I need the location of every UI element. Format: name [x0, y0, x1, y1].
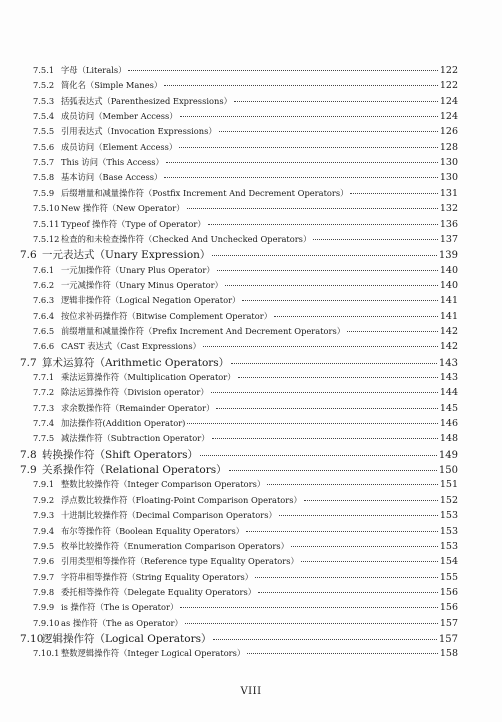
toc-entry-number: 7.9	[20, 464, 37, 477]
toc-entry-number: 7.7.2	[33, 387, 55, 398]
toc-dot-leader	[267, 484, 438, 485]
toc-entry-page: 126	[439, 126, 458, 138]
toc-dot-leader	[247, 653, 438, 654]
toc-entry-number: 7.5.1	[33, 65, 55, 75]
toc-entry-title: 浮点数比较操作符（Floating-Point Comparison Operators）	[61, 494, 302, 505]
toc-entry-number: 7.6.6	[33, 341, 55, 352]
toc-entry-page: 130	[439, 157, 458, 169]
toc-entry-title: is 操作符（The is Operator）	[61, 602, 179, 613]
toc-dot-leader	[234, 101, 438, 102]
toc-dot-leader	[208, 224, 438, 225]
toc-dot-leader	[211, 392, 438, 393]
toc-subsection-entry	[33, 281, 458, 291]
toc-entry-number: 7.5.2	[33, 80, 55, 91]
toc-entry-page: 155	[439, 571, 458, 583]
toc-entry-number: 7.6	[20, 249, 37, 262]
toc-subsection-entry	[33, 173, 458, 183]
toc-entry-title: 逻辑操作符（Logical Operators）	[42, 632, 212, 645]
toc-subsection-entry	[33, 542, 458, 552]
toc-dot-leader	[231, 363, 437, 364]
toc-entry-title: 算术运算符（Arithmetic Operators）	[42, 356, 230, 369]
toc-subsection-entry	[33, 127, 458, 137]
toc-entry-page: 144	[439, 387, 458, 399]
toc-entry-title: 除法运算操作符（Division operator）	[61, 387, 209, 398]
toc-entry-title: 减法操作符（Subtraction Operator）	[61, 433, 210, 444]
toc-subsection-entry	[33, 404, 458, 414]
toc-section-entry	[20, 465, 458, 476]
toc-subsection-entry	[33, 143, 458, 153]
toc-entry-title: 转换操作符（Shift Operators）	[42, 448, 199, 461]
toc-entry-number: 7.7	[20, 356, 37, 369]
toc-entry-title: 引用表达式（Invocation Expressions）	[61, 126, 217, 137]
toc-subsection-entry	[33, 327, 458, 337]
toc-dot-leader	[242, 300, 438, 301]
toc-dot-leader	[258, 592, 438, 593]
toc-entry-page: 153	[439, 540, 458, 552]
toc-entry-number: 7.5.10	[33, 203, 60, 214]
toc-entry-number: 7.7.1	[33, 372, 55, 382]
toc-subsection-entry	[33, 573, 458, 583]
toc-entry-title: 检查的和未检查操作符（Checked And Unchecked Operators）	[61, 233, 312, 244]
toc-entry-number: 7.5.7	[33, 157, 55, 168]
toc-entry-page: 122	[439, 65, 458, 76]
toc-dot-leader	[225, 285, 438, 286]
toc-entry-number: 7.9.4	[33, 525, 55, 536]
toc-entry-page: 146	[439, 418, 458, 430]
toc-entry-title: 布尔等操作符（Boolean Equality Operators）	[61, 525, 245, 536]
toc-dot-leader	[164, 177, 438, 178]
toc-subsection-entry	[33, 527, 458, 537]
toc-entry-page: 145	[439, 402, 458, 414]
toc-entry-page: 149	[438, 449, 458, 461]
toc-dot-leader	[274, 316, 438, 317]
toc-subsection-entry	[33, 204, 458, 214]
toc-subsection-entry	[33, 81, 458, 91]
toc-entry-number: 7.6.3	[33, 295, 55, 306]
toc-entry-title: 整数比较操作符（Integer Comparison Operators）	[61, 479, 266, 490]
toc-dot-leader	[229, 470, 437, 471]
toc-entry-page: 122	[439, 80, 458, 92]
toc-entry-title: 后缀增量和减量操作符（Postfix Increment And Decrement Operators）	[61, 187, 349, 198]
toc-dot-leader	[128, 70, 437, 71]
toc-dot-leader	[291, 546, 438, 547]
toc-subsection-entry	[33, 434, 458, 444]
toc-entry-page: 158	[439, 648, 458, 660]
toc-entry-page: 141	[439, 295, 458, 307]
toc-entry-number: 7.10.1	[33, 648, 60, 659]
toc-entry-page: 154	[439, 556, 458, 568]
toc-entry-title: 括弧表达式（Parenthesized Expressions）	[61, 95, 232, 106]
toc-entry-page: 143	[439, 372, 458, 383]
toc-entry-number: 7.6.1	[33, 264, 55, 275]
toc-entry-title: CAST 表达式（Cast Expressions）	[61, 341, 201, 352]
toc-entry-number: 7.5.11	[33, 218, 60, 229]
toc-entry-title: This 访问（This Access）	[61, 157, 164, 168]
toc-entry-page: 156	[439, 586, 458, 598]
toc-subsection-entry	[33, 588, 458, 598]
toc-dot-leader	[187, 208, 438, 209]
toc-entry-title: 整数逻辑操作符（Integer Logical Operators）	[61, 648, 246, 659]
toc-subsection-entry	[33, 220, 458, 230]
toc-dot-leader	[179, 147, 438, 148]
toc-entry-number: 7.8	[20, 448, 37, 461]
toc-entry-page: 140	[439, 264, 458, 276]
toc-entry-page: 139	[438, 250, 458, 262]
toc-entry-title: 按位求补码操作符（Bitwise Complement Operator）	[61, 310, 273, 321]
toc-entry-number: 7.9.2	[33, 494, 55, 505]
toc-subsection-entry	[33, 373, 458, 383]
toc-section-entry	[20, 358, 458, 369]
toc-entry-page: 156	[439, 602, 458, 614]
toc-entry-page: 152	[439, 494, 458, 506]
toc-entry-number: 7.9.5	[33, 540, 55, 551]
toc-entry-page: 142	[439, 325, 458, 337]
toc-entry-page: 157	[438, 633, 458, 645]
toc-entry-title: 简化名（Simple Manes）	[61, 80, 163, 91]
toc-entry-number: 7.9.1	[33, 479, 55, 490]
toc-section-entry	[20, 250, 458, 261]
toc-entry-title: 一元加操作符（Unary Plus Operator）	[61, 264, 215, 275]
toc-entry-number: 7.5.3	[33, 95, 55, 106]
toc-subsection-entry	[33, 158, 458, 168]
toc-dot-leader	[212, 438, 438, 439]
toc-entry-number: 7.6.5	[33, 325, 55, 336]
toc-entry-page: 132	[439, 203, 458, 215]
toc-entry-title: 字母（Literals）	[61, 65, 127, 75]
toc-entry-page: 142	[439, 341, 458, 353]
toc-entry-page: 148	[439, 433, 458, 445]
toc-dot-leader	[203, 346, 438, 347]
toc-subsection-entry	[33, 619, 458, 629]
toc-entry-title: 十进制比较操作符（Decimal Comparison Operators）	[61, 510, 277, 521]
toc-entry-number: 7.7.5	[33, 433, 55, 444]
toc-entry-page: 128	[439, 141, 458, 153]
toc-subsection-entry	[33, 266, 458, 276]
toc-entry-title: 前缀增量和减量操作符（Prefix Increment And Decrement Operators）	[61, 325, 346, 336]
toc-dot-leader	[185, 623, 438, 624]
toc-dot-leader	[279, 515, 438, 516]
toc-dot-leader	[166, 162, 438, 163]
toc-dot-leader	[216, 408, 437, 409]
toc-dot-leader	[164, 85, 438, 86]
toc-subsection-entry	[33, 97, 458, 107]
toc-entry-number: 7.9.3	[33, 510, 55, 521]
toc-entry-title: as 操作符（The as Operator）	[61, 617, 183, 628]
toc-entry-page: 150	[438, 465, 458, 477]
page-footer-number: VIII	[240, 686, 262, 697]
toc-subsection-entry	[33, 388, 458, 398]
toc-subsection-entry	[33, 66, 458, 76]
toc-entry-page: 153	[439, 510, 458, 522]
toc-entry-page: 153	[439, 525, 458, 537]
toc-subsection-entry	[33, 189, 458, 199]
toc-entry-number: 7.9.7	[33, 571, 55, 582]
toc-dot-leader	[212, 255, 436, 256]
toc-entry-page: 124	[439, 111, 458, 123]
toc-entry-page: 124	[439, 95, 458, 107]
toc-dot-leader	[304, 500, 438, 501]
toc-entry-number: 7.9.10	[33, 617, 60, 628]
toc-entry-title: 关系操作符（Relational Operators）	[42, 464, 227, 477]
toc-subsection-entry	[33, 480, 458, 490]
toc-entry-number: 7.5.9	[33, 187, 55, 198]
toc-dot-leader	[246, 531, 438, 532]
toc-entry-page: 131	[439, 187, 458, 199]
toc-entry-page: 143	[438, 357, 458, 369]
toc-entry-title: 一元减操作符（Unary Minus Operator）	[61, 279, 223, 290]
toc-entry-page: 157	[439, 617, 458, 629]
toc-dot-leader	[313, 239, 438, 240]
toc-entry-page: 151	[439, 479, 458, 491]
toc-dot-leader	[180, 116, 438, 117]
toc-entry-title: 引用类型相等操作符（Reference type Equality Operators）	[61, 556, 299, 567]
toc-entry-title: Typeof 操作符（Type of Operator）	[61, 218, 206, 229]
toc-subsection-entry	[33, 496, 458, 506]
toc-dot-leader	[255, 577, 438, 578]
toc-dot-leader	[347, 331, 438, 332]
toc-subsection-entry	[33, 112, 458, 122]
toc-dot-leader	[200, 455, 437, 456]
toc-entry-title: 求余数操作符（Remainder Operator）	[61, 402, 215, 413]
toc-subsection-entry	[33, 511, 458, 521]
toc-entry-page: 137	[439, 233, 458, 245]
toc-entry-title: 成员访问（Element Access）	[61, 141, 178, 152]
toc-entry-number: 7.7.3	[33, 402, 55, 413]
toc-entry-number: 7.5.8	[33, 172, 55, 183]
toc-entry-title: New 操作符（New Operator）	[61, 203, 185, 214]
toc-entry-title: 加法操作符(Addition Operator)	[61, 418, 186, 429]
toc-entry-number: 7.5.12	[33, 233, 60, 244]
toc-entry-title: 一元表达式（Unary Expression）	[42, 249, 211, 262]
toc-entry-number: 7.9.6	[33, 556, 55, 567]
toc-entry-number: 7.6.2	[33, 279, 55, 290]
toc-entry-title: 乘法运算操作符（Multiplication Operator）	[61, 372, 236, 382]
toc-dot-leader	[180, 607, 438, 608]
toc-dot-leader	[187, 423, 437, 424]
toc-entry-number: 7.5.6	[33, 141, 55, 152]
toc-subsection-entry	[33, 557, 458, 567]
toc-dot-leader	[238, 377, 438, 378]
toc-subsection-entry	[33, 296, 458, 306]
toc-entry-number: 7.7.4	[33, 418, 55, 429]
toc-entry-title: 逻辑非操作符（Logical Negation Operator）	[61, 295, 241, 306]
toc-entry-title: 成员访问（Member Access）	[61, 111, 178, 122]
toc-subsection-entry	[33, 649, 458, 659]
toc-entry-page: 141	[439, 310, 458, 322]
toc-entry-title: 字符串相等操作符（String Equality Operators）	[61, 571, 254, 582]
toc-dot-leader	[213, 639, 436, 640]
toc-entry-number: 7.10	[20, 632, 44, 645]
toc-subsection-entry	[33, 419, 458, 429]
toc-subsection-entry	[33, 312, 458, 322]
toc-entry-title: 基本访问（Base Access）	[61, 172, 163, 183]
toc-entry-title: 委托相等操作符（Delegate Equality Operators）	[61, 586, 257, 597]
toc-entry-title: 枚举比较操作符（Enumeration Comparison Operators）	[61, 540, 289, 551]
toc-dot-leader	[301, 561, 438, 562]
toc-entry-page: 140	[439, 279, 458, 291]
toc-subsection-entry	[33, 342, 458, 352]
toc-section-entry	[20, 450, 458, 461]
toc-entry-number: 7.9.9	[33, 602, 55, 613]
toc-dot-leader	[219, 131, 438, 132]
toc-entry-page: 130	[439, 172, 458, 184]
toc-subsection-entry	[33, 603, 458, 613]
toc-subsection-entry	[33, 235, 458, 245]
toc-entry-number: 7.5.5	[33, 126, 55, 137]
toc-section-entry	[20, 634, 458, 645]
toc-dot-leader	[217, 270, 438, 271]
toc-entry-number: 7.9.8	[33, 586, 55, 597]
toc-entry-page: 136	[439, 218, 458, 230]
toc-entry-number: 7.6.4	[33, 310, 55, 321]
toc-entry-number: 7.5.4	[33, 111, 55, 122]
toc-dot-leader	[350, 193, 437, 194]
